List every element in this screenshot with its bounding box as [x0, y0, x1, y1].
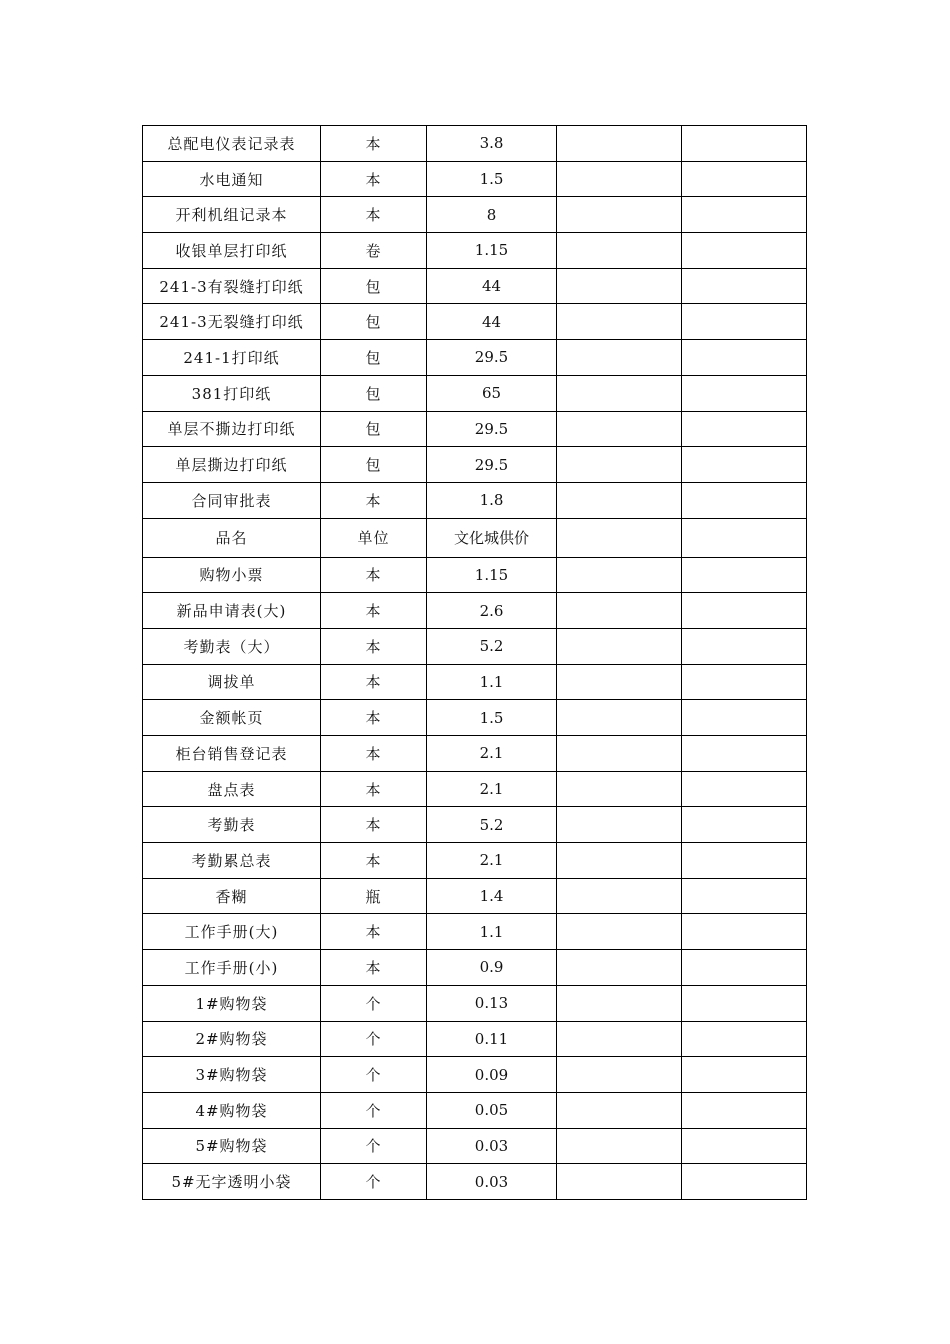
- unit-cell: 本: [321, 628, 427, 664]
- blank-cell: [557, 233, 682, 269]
- price-table-body: [143, 126, 807, 1200]
- table-row: [143, 411, 807, 447]
- table-header-row: [143, 518, 807, 557]
- price-cell: 0.03: [427, 1128, 557, 1164]
- price-cell: 1.8: [427, 482, 557, 518]
- price-cell: 65: [427, 375, 557, 411]
- item-name-cell: 总配电仪表记录表: [143, 126, 321, 162]
- blank-cell: [557, 771, 682, 807]
- table-row: [143, 1128, 807, 1164]
- table-row: [143, 1057, 807, 1093]
- unit-cell: 个: [321, 1128, 427, 1164]
- blank-cell: [557, 628, 682, 664]
- price-cell: 1.5: [427, 700, 557, 736]
- blank-cell: [557, 878, 682, 914]
- blank-cell: [682, 593, 807, 629]
- blank-cell: [682, 700, 807, 736]
- table-row: [143, 126, 807, 162]
- item-name-cell: 工作手册(大): [143, 914, 321, 950]
- blank-cell: [682, 482, 807, 518]
- blank-cell: [557, 447, 682, 483]
- blank-cell: [682, 340, 807, 376]
- blank-cell: [682, 1164, 807, 1200]
- price-cell: 5.2: [427, 807, 557, 843]
- price-list-sheet: [142, 125, 806, 1200]
- price-cell: 1.15: [427, 557, 557, 593]
- unit-cell: 个: [321, 985, 427, 1021]
- price-cell: 0.9: [427, 950, 557, 986]
- table-row: [143, 628, 807, 664]
- blank-cell: [557, 375, 682, 411]
- item-name-cell: 盘点表: [143, 771, 321, 807]
- item-name-cell: 381打印纸: [143, 375, 321, 411]
- blank-cell: [557, 1128, 682, 1164]
- header-blank-cell: [682, 518, 807, 557]
- blank-cell: [682, 1057, 807, 1093]
- item-name-cell: 考勤表（大）: [143, 628, 321, 664]
- blank-cell: [682, 1092, 807, 1128]
- blank-cell: [557, 1057, 682, 1093]
- price-cell: 44: [427, 304, 557, 340]
- blank-cell: [682, 197, 807, 233]
- item-name-cell: 241-3无裂缝打印纸: [143, 304, 321, 340]
- blank-cell: [682, 771, 807, 807]
- blank-cell: [557, 914, 682, 950]
- price-cell: 0.05: [427, 1092, 557, 1128]
- price-cell: 1.15: [427, 233, 557, 269]
- item-name-cell: 5#购物袋: [143, 1128, 321, 1164]
- blank-cell: [682, 736, 807, 772]
- unit-cell: 包: [321, 411, 427, 447]
- blank-cell: [557, 161, 682, 197]
- unit-cell: 本: [321, 482, 427, 518]
- table-row: [143, 557, 807, 593]
- price-cell: 1.1: [427, 914, 557, 950]
- price-cell: 29.5: [427, 447, 557, 483]
- blank-cell: [682, 985, 807, 1021]
- blank-cell: [557, 593, 682, 629]
- item-name-cell: 柜台销售登记表: [143, 736, 321, 772]
- table-row: [143, 843, 807, 879]
- unit-cell: 瓶: [321, 878, 427, 914]
- blank-cell: [682, 447, 807, 483]
- table-row: [143, 1021, 807, 1057]
- blank-cell: [557, 736, 682, 772]
- unit-cell: 包: [321, 268, 427, 304]
- blank-cell: [557, 197, 682, 233]
- item-name-cell: 考勤表: [143, 807, 321, 843]
- item-name-cell: 5#无字透明小袋: [143, 1164, 321, 1200]
- blank-cell: [557, 664, 682, 700]
- header-unit-cell: 单位: [321, 518, 427, 557]
- price-cell: 0.11: [427, 1021, 557, 1057]
- table-row: [143, 375, 807, 411]
- item-name-cell: 241-1打印纸: [143, 340, 321, 376]
- table-row: [143, 878, 807, 914]
- table-row: [143, 268, 807, 304]
- header-blank-cell: [557, 518, 682, 557]
- table-row: [143, 985, 807, 1021]
- unit-cell: 包: [321, 447, 427, 483]
- unit-cell: 包: [321, 340, 427, 376]
- price-cell: 2.1: [427, 736, 557, 772]
- blank-cell: [682, 807, 807, 843]
- item-name-cell: 单层撕边打印纸: [143, 447, 321, 483]
- blank-cell: [682, 950, 807, 986]
- table-row: [143, 807, 807, 843]
- table-row: [143, 482, 807, 518]
- table-row: [143, 914, 807, 950]
- blank-cell: [682, 375, 807, 411]
- blank-cell: [682, 1021, 807, 1057]
- blank-cell: [682, 914, 807, 950]
- table-row: [143, 340, 807, 376]
- item-name-cell: 单层不撕边打印纸: [143, 411, 321, 447]
- header-price-cell: 文化城供价: [427, 518, 557, 557]
- unit-cell: 包: [321, 375, 427, 411]
- unit-cell: 本: [321, 736, 427, 772]
- price-cell: 29.5: [427, 340, 557, 376]
- item-name-cell: 新品申请表(大): [143, 593, 321, 629]
- unit-cell: 卷: [321, 233, 427, 269]
- price-cell: 1.4: [427, 878, 557, 914]
- blank-cell: [682, 628, 807, 664]
- blank-cell: [557, 1092, 682, 1128]
- unit-cell: 包: [321, 304, 427, 340]
- price-cell: 0.09: [427, 1057, 557, 1093]
- table-row: [143, 736, 807, 772]
- blank-cell: [682, 161, 807, 197]
- price-cell: 2.1: [427, 843, 557, 879]
- unit-cell: 个: [321, 1057, 427, 1093]
- unit-cell: 个: [321, 1021, 427, 1057]
- blank-cell: [557, 1164, 682, 1200]
- table-row: [143, 447, 807, 483]
- blank-cell: [682, 268, 807, 304]
- item-name-cell: 合同审批表: [143, 482, 321, 518]
- price-cell: 5.2: [427, 628, 557, 664]
- blank-cell: [682, 233, 807, 269]
- table-row: [143, 593, 807, 629]
- price-cell: 0.03: [427, 1164, 557, 1200]
- item-name-cell: 3#购物袋: [143, 1057, 321, 1093]
- unit-cell: 本: [321, 843, 427, 879]
- table-row: [143, 664, 807, 700]
- price-cell: 44: [427, 268, 557, 304]
- blank-cell: [557, 557, 682, 593]
- blank-cell: [557, 411, 682, 447]
- blank-cell: [557, 340, 682, 376]
- table-row: [143, 1164, 807, 1200]
- table-row: [143, 950, 807, 986]
- blank-cell: [557, 700, 682, 736]
- blank-cell: [682, 664, 807, 700]
- unit-cell: 本: [321, 664, 427, 700]
- item-name-cell: 考勤累总表: [143, 843, 321, 879]
- price-cell: 1.5: [427, 161, 557, 197]
- item-name-cell: 1#购物袋: [143, 985, 321, 1021]
- unit-cell: 本: [321, 700, 427, 736]
- blank-cell: [557, 268, 682, 304]
- item-name-cell: 收银单层打印纸: [143, 233, 321, 269]
- blank-cell: [557, 807, 682, 843]
- price-cell: 3.8: [427, 126, 557, 162]
- unit-cell: 个: [321, 1092, 427, 1128]
- price-cell: 1.1: [427, 664, 557, 700]
- unit-cell: 本: [321, 914, 427, 950]
- unit-cell: 本: [321, 593, 427, 629]
- blank-cell: [557, 950, 682, 986]
- item-name-cell: 工作手册(小): [143, 950, 321, 986]
- item-name-cell: 水电通知: [143, 161, 321, 197]
- blank-cell: [557, 126, 682, 162]
- table-row: [143, 197, 807, 233]
- item-name-cell: 4#购物袋: [143, 1092, 321, 1128]
- blank-cell: [557, 304, 682, 340]
- blank-cell: [557, 1021, 682, 1057]
- blank-cell: [557, 843, 682, 879]
- item-name-cell: 241-3有裂缝打印纸: [143, 268, 321, 304]
- item-name-cell: 金额帐页: [143, 700, 321, 736]
- blank-cell: [682, 843, 807, 879]
- unit-cell: 本: [321, 197, 427, 233]
- unit-cell: 本: [321, 557, 427, 593]
- blank-cell: [557, 985, 682, 1021]
- blank-cell: [557, 482, 682, 518]
- item-name-cell: 开利机组记录本: [143, 197, 321, 233]
- blank-cell: [682, 304, 807, 340]
- unit-cell: 本: [321, 807, 427, 843]
- unit-cell: 本: [321, 126, 427, 162]
- price-cell: 0.13: [427, 985, 557, 1021]
- blank-cell: [682, 557, 807, 593]
- price-cell: 2.1: [427, 771, 557, 807]
- item-name-cell: 2#购物袋: [143, 1021, 321, 1057]
- item-name-cell: 香糊: [143, 878, 321, 914]
- price-cell: 2.6: [427, 593, 557, 629]
- table-row: [143, 304, 807, 340]
- item-name-cell: 调拔单: [143, 664, 321, 700]
- price-table: [142, 125, 807, 1200]
- item-name-cell: 购物小票: [143, 557, 321, 593]
- unit-cell: 本: [321, 950, 427, 986]
- table-row: [143, 700, 807, 736]
- blank-cell: [682, 411, 807, 447]
- blank-cell: [682, 878, 807, 914]
- blank-cell: [682, 126, 807, 162]
- table-row: [143, 771, 807, 807]
- unit-cell: 个: [321, 1164, 427, 1200]
- table-row: [143, 1092, 807, 1128]
- header-item-name-cell: 品名: [143, 518, 321, 557]
- unit-cell: 本: [321, 771, 427, 807]
- table-row: [143, 161, 807, 197]
- unit-cell: 本: [321, 161, 427, 197]
- table-row: [143, 233, 807, 269]
- price-cell: 8: [427, 197, 557, 233]
- price-cell: 29.5: [427, 411, 557, 447]
- blank-cell: [682, 1128, 807, 1164]
